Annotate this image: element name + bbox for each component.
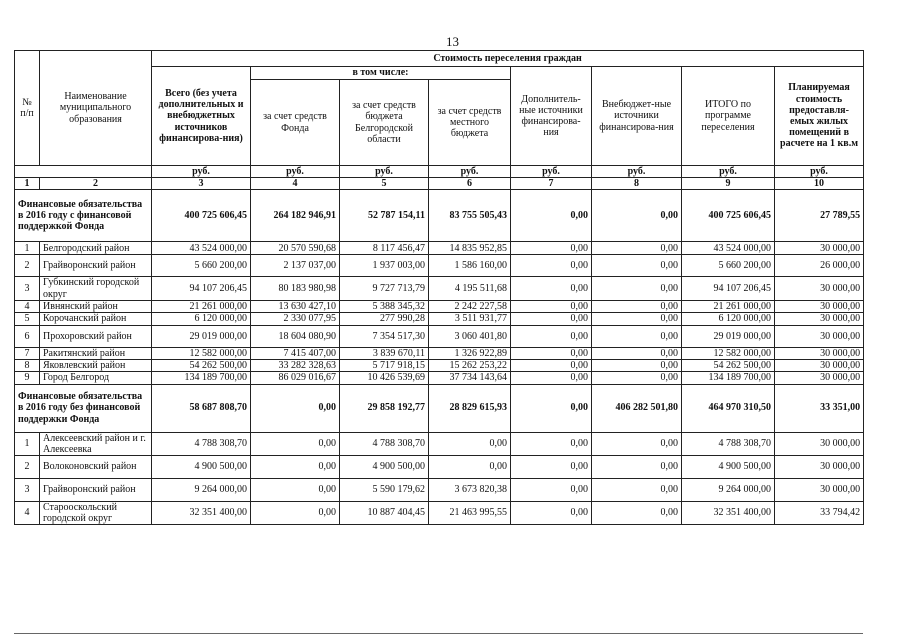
header-planned: Планируемая стоимость предоставля-емых жилых помещений в расчете на 1 кв.м xyxy=(775,67,864,166)
municipality-name: Ракитянский район xyxy=(40,347,152,359)
row-number: 6 xyxy=(15,325,40,347)
column-number: 4 xyxy=(251,178,340,190)
table-row xyxy=(15,300,864,312)
header-itogo: ИТОГО по программе переселения xyxy=(682,67,775,166)
section-value: 406 282 501,80 xyxy=(592,384,682,432)
value-cell: 0,00 xyxy=(592,478,682,501)
value-cell: 134 189 700,00 xyxy=(682,372,775,384)
table-row xyxy=(15,501,864,524)
header-cost-group: Стоимость переселения граждан xyxy=(152,51,864,67)
table-row xyxy=(15,478,864,501)
municipality-name: Алексеевский район и г. Алексеевка xyxy=(40,432,152,455)
value-cell: 1 937 003,00 xyxy=(340,255,429,277)
value-cell: 21 463 995,55 xyxy=(429,501,511,524)
unit-cell: руб. xyxy=(340,166,429,178)
value-cell: 9 264 000,00 xyxy=(152,478,251,501)
value-cell: 2 242 227,58 xyxy=(429,300,511,312)
value-cell: 5 388 345,32 xyxy=(340,300,429,312)
value-cell: 0,00 xyxy=(251,432,340,455)
column-number: 2 xyxy=(40,178,152,190)
value-cell: 0,00 xyxy=(429,432,511,455)
municipality-name: Яковлевский район xyxy=(40,360,152,372)
value-cell: 0,00 xyxy=(429,455,511,478)
value-cell: 32 351 400,00 xyxy=(152,501,251,524)
column-number: 5 xyxy=(340,178,429,190)
value-cell: 94 107 206,45 xyxy=(682,277,775,300)
header-additional: Дополнитель-ные источники финансирова-ния xyxy=(511,67,592,166)
value-cell: 4 900 500,00 xyxy=(682,455,775,478)
unit-cell: руб. xyxy=(592,166,682,178)
value-cell: 13 630 427,10 xyxy=(251,300,340,312)
value-cell: 5 660 200,00 xyxy=(682,255,775,277)
value-cell: 30 000,00 xyxy=(775,277,864,300)
value-cell: 0,00 xyxy=(511,478,592,501)
section-value: 27 789,55 xyxy=(775,190,864,242)
value-cell: 37 734 143,64 xyxy=(429,372,511,384)
value-cell: 26 000,00 xyxy=(775,255,864,277)
municipality-name: Губкинский городской округ xyxy=(40,277,152,300)
value-cell: 0,00 xyxy=(592,455,682,478)
unit-cell: руб. xyxy=(429,166,511,178)
section-value: 28 829 615,93 xyxy=(429,384,511,432)
value-cell: 86 029 016,67 xyxy=(251,372,340,384)
section-row xyxy=(15,384,864,432)
header-incl: в том числе: xyxy=(251,67,511,80)
table-row xyxy=(15,255,864,277)
row-number: 4 xyxy=(15,300,40,312)
value-cell: 18 604 080,90 xyxy=(251,325,340,347)
value-cell: 14 835 952,85 xyxy=(429,242,511,255)
value-cell: 1 586 160,00 xyxy=(429,255,511,277)
table-row xyxy=(15,277,864,300)
section-title: Финансовые обязательства в 2016 году без финансовой поддержки Фонда xyxy=(15,384,152,432)
table-row xyxy=(15,360,864,372)
municipality-name: Белгородский район xyxy=(40,242,152,255)
unit-cell: руб. xyxy=(511,166,592,178)
value-cell: 4 195 511,68 xyxy=(429,277,511,300)
row-number: 1 xyxy=(15,242,40,255)
value-cell: 30 000,00 xyxy=(775,478,864,501)
value-cell: 15 262 253,22 xyxy=(429,360,511,372)
value-cell: 0,00 xyxy=(592,360,682,372)
row-number: 3 xyxy=(15,277,40,300)
value-cell: 0,00 xyxy=(592,432,682,455)
column-number: 7 xyxy=(511,178,592,190)
value-cell: 7 415 407,00 xyxy=(251,347,340,359)
value-cell: 5 590 179,62 xyxy=(340,478,429,501)
header-fund: за счет средств Фонда xyxy=(251,80,340,166)
section-value: 0,00 xyxy=(511,190,592,242)
value-cell: 21 261 000,00 xyxy=(682,300,775,312)
section-title: Финансовые обязательства в 2016 году с финансовой поддержкой Фонда xyxy=(15,190,152,242)
value-cell: 0,00 xyxy=(511,242,592,255)
section-value: 464 970 310,50 xyxy=(682,384,775,432)
section-value: 264 182 946,91 xyxy=(251,190,340,242)
header-no: № п/п xyxy=(15,51,40,166)
section-value: 0,00 xyxy=(251,384,340,432)
value-cell: 30 000,00 xyxy=(775,312,864,325)
row-number: 5 xyxy=(15,312,40,325)
header-extra-budget: Внебюджет-ные источники финансирова-ния xyxy=(592,67,682,166)
column-number: 8 xyxy=(592,178,682,190)
column-number: 10 xyxy=(775,178,864,190)
table-row xyxy=(15,455,864,478)
value-cell: 4 788 308,70 xyxy=(152,432,251,455)
table-row xyxy=(15,242,864,255)
value-cell: 0,00 xyxy=(592,242,682,255)
table-row xyxy=(15,372,864,384)
value-cell: 0,00 xyxy=(592,372,682,384)
value-cell: 0,00 xyxy=(511,277,592,300)
value-cell: 0,00 xyxy=(511,501,592,524)
table-row xyxy=(15,325,864,347)
section-value: 33 351,00 xyxy=(775,384,864,432)
value-cell: 4 900 500,00 xyxy=(340,455,429,478)
units-spacer xyxy=(15,166,152,178)
unit-cell: руб. xyxy=(682,166,775,178)
row-number: 9 xyxy=(15,372,40,384)
unit-cell: руб. xyxy=(152,166,251,178)
page-bottom-line xyxy=(14,633,863,634)
row-number: 3 xyxy=(15,478,40,501)
value-cell: 20 570 590,68 xyxy=(251,242,340,255)
value-cell: 10 887 404,45 xyxy=(340,501,429,524)
municipality-name: Ивнянский район xyxy=(40,300,152,312)
table-row xyxy=(15,312,864,325)
value-cell: 134 189 700,00 xyxy=(152,372,251,384)
section-value: 400 725 606,45 xyxy=(682,190,775,242)
value-cell: 10 426 539,69 xyxy=(340,372,429,384)
table-row xyxy=(15,347,864,359)
column-number: 6 xyxy=(429,178,511,190)
section-value: 83 755 505,43 xyxy=(429,190,511,242)
value-cell: 30 000,00 xyxy=(775,360,864,372)
value-cell: 3 839 670,11 xyxy=(340,347,429,359)
value-cell: 0,00 xyxy=(511,325,592,347)
value-cell: 80 183 980,98 xyxy=(251,277,340,300)
value-cell: 0,00 xyxy=(592,300,682,312)
value-cell: 30 000,00 xyxy=(775,347,864,359)
value-cell: 30 000,00 xyxy=(775,300,864,312)
value-cell: 12 582 000,00 xyxy=(682,347,775,359)
value-cell: 0,00 xyxy=(511,432,592,455)
header-local: за счет средств местного бюджета xyxy=(429,80,511,166)
value-cell: 12 582 000,00 xyxy=(152,347,251,359)
value-cell: 0,00 xyxy=(592,255,682,277)
value-cell: 30 000,00 xyxy=(775,372,864,384)
column-number: 3 xyxy=(152,178,251,190)
value-cell: 5 660 200,00 xyxy=(152,255,251,277)
value-cell: 0,00 xyxy=(251,478,340,501)
value-cell: 94 107 206,45 xyxy=(152,277,251,300)
value-cell: 30 000,00 xyxy=(775,325,864,347)
page-number: 13 xyxy=(446,34,459,49)
row-number: 7 xyxy=(15,347,40,359)
value-cell: 0,00 xyxy=(592,312,682,325)
value-cell: 9 264 000,00 xyxy=(682,478,775,501)
value-cell: 7 354 517,30 xyxy=(340,325,429,347)
value-cell: 0,00 xyxy=(511,312,592,325)
value-cell: 3 511 931,77 xyxy=(429,312,511,325)
value-cell: 2 137 037,00 xyxy=(251,255,340,277)
section-value: 29 858 192,77 xyxy=(340,384,429,432)
value-cell: 277 990,28 xyxy=(340,312,429,325)
municipality-name: Грайворонский район xyxy=(40,478,152,501)
municipality-name: Город Белгород xyxy=(40,372,152,384)
value-cell: 3 060 401,80 xyxy=(429,325,511,347)
row-number: 1 xyxy=(15,432,40,455)
section-value: 400 725 606,45 xyxy=(152,190,251,242)
municipality-name: Грайворонский район xyxy=(40,255,152,277)
value-cell: 21 261 000,00 xyxy=(152,300,251,312)
value-cell: 32 351 400,00 xyxy=(682,501,775,524)
row-number: 2 xyxy=(15,255,40,277)
header-region: за счет средств бюджета Белгородской области xyxy=(340,80,429,166)
value-cell: 0,00 xyxy=(511,455,592,478)
row-number: 4 xyxy=(15,501,40,524)
value-cell: 0,00 xyxy=(511,347,592,359)
value-cell: 54 262 500,00 xyxy=(682,360,775,372)
unit-cell: руб. xyxy=(251,166,340,178)
value-cell: 0,00 xyxy=(511,372,592,384)
value-cell: 6 120 000,00 xyxy=(682,312,775,325)
value-cell: 0,00 xyxy=(592,277,682,300)
row-number: 2 xyxy=(15,455,40,478)
value-cell: 9 727 713,79 xyxy=(340,277,429,300)
resettlement-cost-table xyxy=(14,50,864,525)
unit-cell: руб. xyxy=(775,166,864,178)
value-cell: 0,00 xyxy=(592,325,682,347)
section-row xyxy=(15,190,864,242)
value-cell: 0,00 xyxy=(251,501,340,524)
value-cell: 33 282 328,63 xyxy=(251,360,340,372)
column-number: 1 xyxy=(15,178,40,190)
value-cell: 1 326 922,89 xyxy=(429,347,511,359)
value-cell: 30 000,00 xyxy=(775,242,864,255)
value-cell: 43 524 000,00 xyxy=(682,242,775,255)
value-cell: 0,00 xyxy=(592,501,682,524)
table-row xyxy=(15,432,864,455)
section-value: 0,00 xyxy=(592,190,682,242)
value-cell: 43 524 000,00 xyxy=(152,242,251,255)
section-value: 0,00 xyxy=(511,384,592,432)
municipality-name: Старооскольский городской округ xyxy=(40,501,152,524)
section-value: 58 687 808,70 xyxy=(152,384,251,432)
value-cell: 5 717 918,15 xyxy=(340,360,429,372)
value-cell: 30 000,00 xyxy=(775,432,864,455)
value-cell: 54 262 500,00 xyxy=(152,360,251,372)
municipality-name: Волоконовский район xyxy=(40,455,152,478)
value-cell: 0,00 xyxy=(592,347,682,359)
row-number: 8 xyxy=(15,360,40,372)
value-cell: 8 117 456,47 xyxy=(340,242,429,255)
municipality-name: Прохоровский район xyxy=(40,325,152,347)
value-cell: 30 000,00 xyxy=(775,455,864,478)
section-value: 52 787 154,11 xyxy=(340,190,429,242)
value-cell: 29 019 000,00 xyxy=(682,325,775,347)
column-number: 9 xyxy=(682,178,775,190)
value-cell: 2 330 077,95 xyxy=(251,312,340,325)
header-name: Наименование муниципального образования xyxy=(40,51,152,166)
value-cell: 4 788 308,70 xyxy=(340,432,429,455)
municipality-name: Корочанский район xyxy=(40,312,152,325)
value-cell: 0,00 xyxy=(511,300,592,312)
value-cell: 3 673 820,38 xyxy=(429,478,511,501)
value-cell: 29 019 000,00 xyxy=(152,325,251,347)
value-cell: 0,00 xyxy=(511,255,592,277)
value-cell: 4 900 500,00 xyxy=(152,455,251,478)
value-cell: 0,00 xyxy=(251,455,340,478)
header-total-all: Всего (без учета дополнительных и внебюджетных источников финансирова-ния) xyxy=(152,67,251,166)
value-cell: 4 788 308,70 xyxy=(682,432,775,455)
value-cell: 33 794,42 xyxy=(775,501,864,524)
value-cell: 0,00 xyxy=(511,360,592,372)
value-cell: 6 120 000,00 xyxy=(152,312,251,325)
